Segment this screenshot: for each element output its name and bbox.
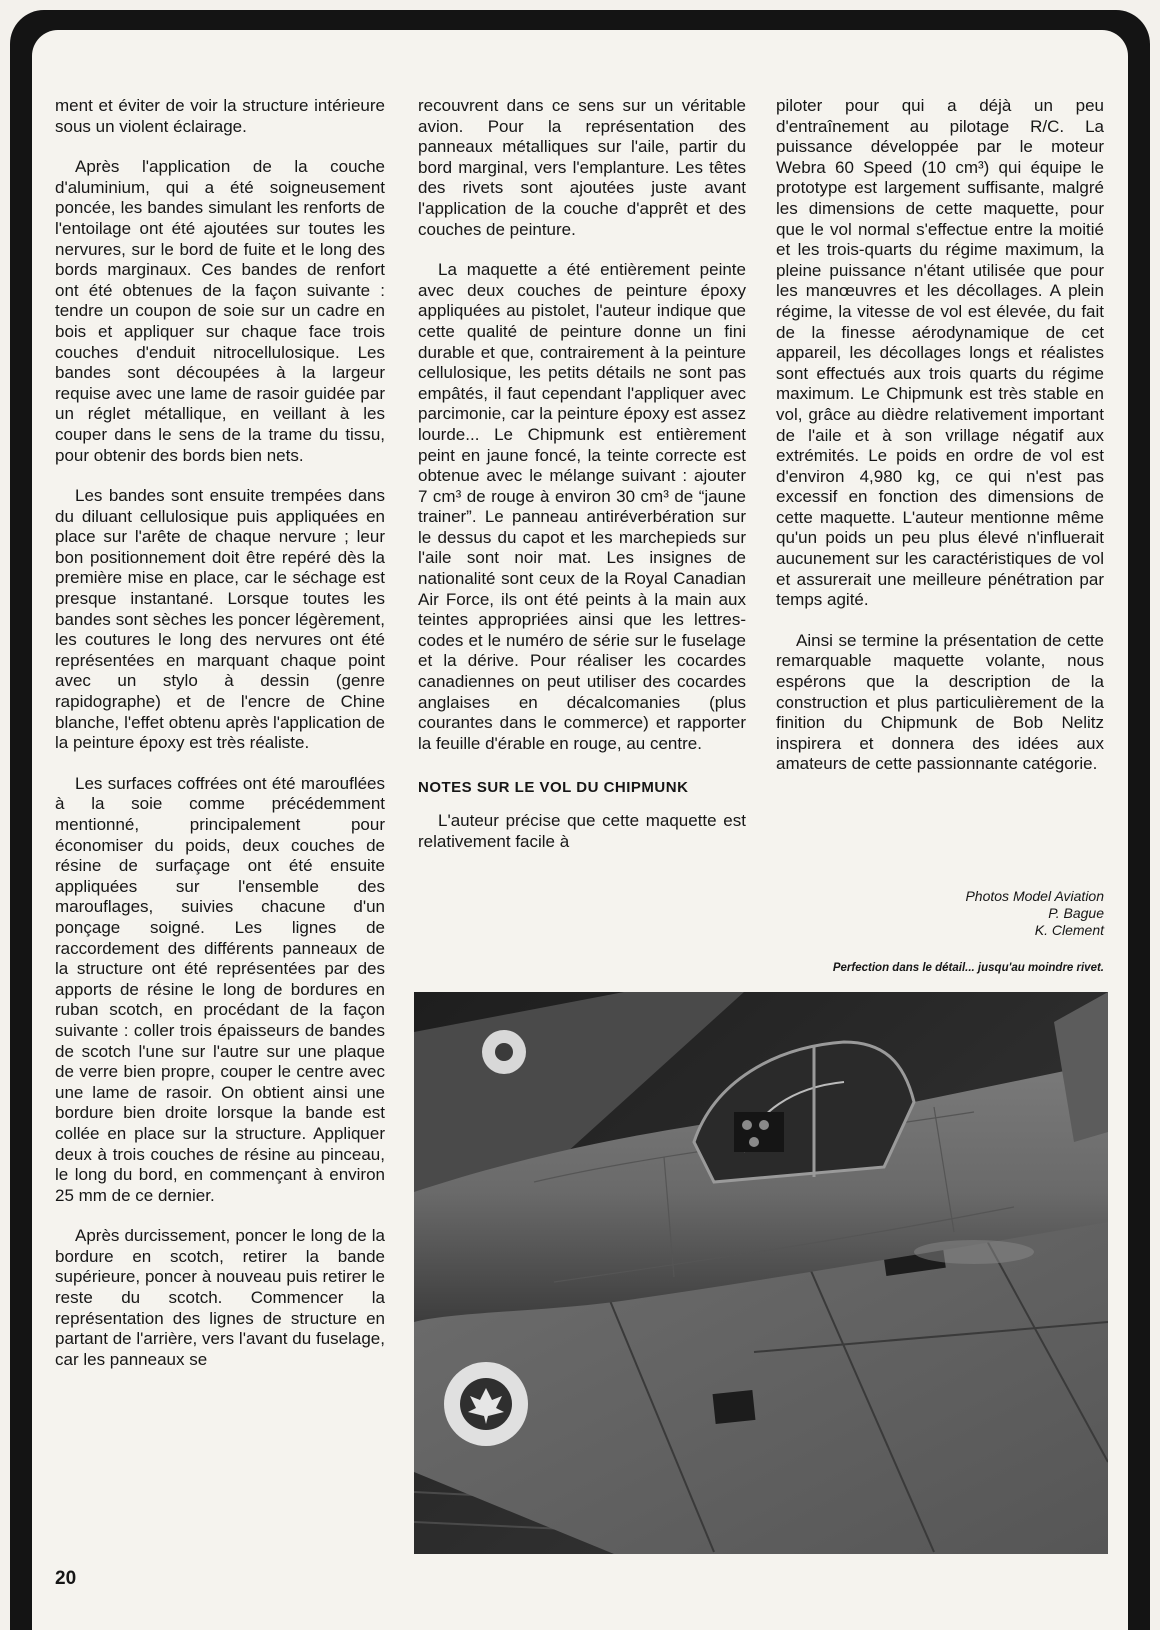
paragraph: recouvrent dans ce sens sur un véritable avion. Pour la représentation des panneaux métalliques sur l'aile, partir du bord marginal, vers l'emplanture. Les têtes des rivets sont ajoutées juste avant l'application de la couche d'apprêt et des couches de peinture. bbox=[418, 96, 746, 239]
credit-line: K. Clement bbox=[1034, 922, 1104, 938]
paragraph: Les bandes sont ensuite trempées dans du diluant cellulosique puis appliquées en place sur l'arête de chaque nervure ; leur bon positionnement doit être repéré dès la première mise en place, car le séchage est presque instantané. Lorsque toutes les bandes sont sèches les poncer légèrement, les coutures le long des nervures ont été représentées en marquant chaque point avec un stylo à dessin (genre rapidographe) et de l'encre de Chine blanche, l'effet obtenu après l'application de la peinture époxy est très réaliste. bbox=[55, 486, 385, 753]
credit-line: Photos Model Aviation bbox=[965, 888, 1104, 904]
article-column-2 bbox=[418, 96, 746, 872]
photo-caption: Perfection dans le détail... jusqu'au moindre rivet. bbox=[832, 962, 1104, 974]
paragraph: Ainsi se termine la présentation de cette remarquable maquette volante, nous espérons que la description de la construction et plus particulièrement de la finition du Chipmunk de Bob Nelitz inspirera et donnera des idées aux amateurs de cette passionnante catégorie. bbox=[776, 630, 1104, 774]
paragraph: Les surfaces coffrées ont été marouflées à la soie comme précédemment mentionné, principalement pour économiser du poids, deux couches de résine de surfaçage ont été ensuite appliquées sur l'ensemble des marouflages, suivies chacune d'un ponçage soigné. Les lignes de raccordement des différents panneaux de la structure ont été représentées par des apports de résine le long de bordures en ruban scotch, en procédant de la façon suivante : coller trois épaisseurs de bandes de scotch l'une sur l'autre sur une plaque de verre bien propre, couper le centre avec une lame de rasoir. On obtient ainsi une bordure bien droite lorsque la bande est collée en place sur la structure. Appliquer deux à trois couches de résine au pinceau, le long du bord, en commençant à environ 25 mm de ce dernier. bbox=[55, 773, 385, 1205]
photo-credits bbox=[776, 888, 1104, 939]
article-column-1 bbox=[55, 96, 385, 1390]
paragraph: ment et éviter de voir la structure intérieure sous un violent éclairage. bbox=[55, 96, 385, 136]
section-heading: NOTES SUR LE VOL DU CHIPMUNK bbox=[418, 779, 689, 797]
article-column-3 bbox=[776, 96, 1104, 795]
credit-line: P. Bague bbox=[1048, 905, 1104, 921]
paragraph: piloter pour qui a déjà un peu d'entraînement au pilotage R/C. La puissance développée par le moteur Webra 60 Speed (10 cm³) qui équipe le prototype est largement suffisante, malgré les dimensions de cette maquette, pour que le vol normal s'effectue entre la moitié et les trois-quarts du régime maximum, la pleine puissance n'étant utilisée que pour les manœuvres et les décollages. A plein régime, la vitesse de vol est élevée, du fait de la finesse aérodynamique de cet appareil, les décollages longs et réalistes sont effectués aux trois quarts du régime maximum. Le Chipmunk est très stable en vol, grâce au dièdre relativement important de l'aile et à son vrillage négatif aux extrémités. Le poids en ordre de vol est d'environ 4,980 kg, ce qui n'est pas excessif en fonction des dimensions de cette maquette. L'auteur mentionne même qu'un poids un peu plus élevé n'influerait aucunement sur les caractéristiques de vol et assurerait une meilleure pénétration par temps agité. bbox=[776, 96, 1104, 610]
aircraft-photo bbox=[414, 992, 1108, 1554]
paragraph: Après l'application de la couche d'aluminium, qui a été soigneusement poncée, les bandes simulant les renforts de l'entoilage ont été ajoutées sur toutes les nervures, sur le bord de fuite et le long des bords marginaux. Ces bandes de renfort ont été obtenues de la façon suivante : tendre un coupon de soie sur un cadre en bois et appliquer sur chaque face trois couches d'enduit nitrocellulosique. Les bandes sont découpées à la largeur requise avec une lame de rasoir guidée par un réglet métallique, en veillant à les couper dans le sens de la trame du tissu, pour obtenir des bords bien nets. bbox=[55, 157, 385, 465]
page-number: 20 bbox=[55, 1568, 77, 1589]
paragraph: Après durcissement, poncer le long de la bordure en scotch, retirer la bande supérieure, poncer à nouveau puis retirer le reste du scotch. Commencer la représentation des lignes de structure en partant de l'arrière, vers l'avant du fuselage, car les panneaux se bbox=[55, 1226, 385, 1369]
aircraft-photo-illustration bbox=[414, 992, 1108, 1554]
paragraph: L'auteur précise que cette maquette est relativement facile à bbox=[418, 811, 746, 851]
paragraph: La maquette a été entièrement peinte avec deux couches de peinture époxy appliquées au pistolet, l'auteur indique que cette qualité de peinture donne un fini durable et que, contrairement à la peinture cellulosique, les petits détails ne sont pas empâtés, il faut cependant l'appliquer avec parcimonie, car la peinture époxy est assez lourde... Le Chipmunk est entièrement peint en jaune foncé, la teinte correcte est obtenue avec le mélange suivant : ajouter 7 cm³ de rouge à environ 30 cm³ de “jaune trainer”. Le panneau antiréverbération sur le dessus du capot et les marchepieds sur l'aile sont noir mat. Les insignes de nationalité sont ceux de la Royal Canadian Air Force, ils ont été peints à la main aux teintes appropriées ainsi que les lettres-codes et le numéro de série sur le fuselage et la dérive. Pour réaliser les cocardes canadiennes on peut utiliser des cocardes anglaises en décalcomanies (plus courantes dans le commerce) et rapporter la feuille d'érable en rouge, au centre. bbox=[418, 260, 746, 753]
